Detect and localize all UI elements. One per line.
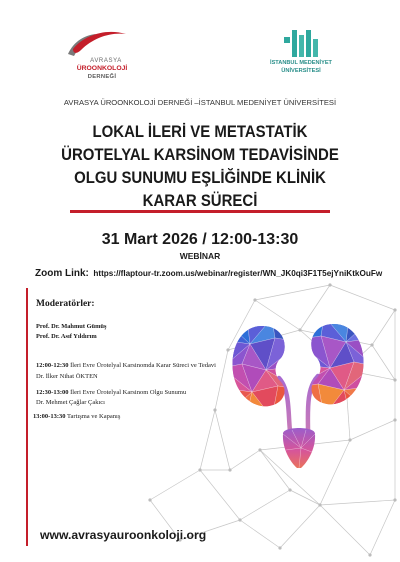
- network-line: [240, 490, 290, 520]
- association-logo: [60, 22, 144, 84]
- program-accent-bar: [26, 288, 28, 546]
- emblem-column-3: [306, 30, 311, 57]
- association-name-line-2: ÜROONKOLOJİ: [76, 65, 128, 72]
- session-speaker: Dr. İlker Nihat ÖKTEN: [36, 373, 98, 380]
- session-time: 12:30-13:00: [36, 389, 69, 396]
- moderator-name: Prof. Dr. Mahmut Gümüş: [36, 323, 107, 330]
- zoom-link-label: Zoom Link:: [35, 268, 89, 279]
- session-title: Tartışma ve Kapanış: [67, 413, 121, 420]
- network-line: [370, 500, 395, 555]
- kidney-facet: [344, 390, 374, 416]
- event-title-line: KARAR SÜRECİ: [142, 191, 258, 210]
- network-line: [240, 520, 280, 548]
- zoom-link-row: [35, 266, 395, 280]
- network-node: [148, 498, 151, 501]
- session-title: İleri Evre Ürotelyal Karsinom Olgu Sunumu: [70, 389, 187, 396]
- network-node: [288, 488, 291, 491]
- session-title: İleri Evre Ürotelyal Karsinomda Karar Süreci ve Tedavi: [70, 362, 216, 369]
- kidney-facet: [222, 388, 252, 418]
- moderators-heading: Moderatörler:: [36, 299, 95, 309]
- network-line: [290, 490, 320, 505]
- swoosh-red: [73, 32, 126, 53]
- network-node: [318, 503, 321, 506]
- website-link[interactable]: www.avrasyauroonkoloji.org: [40, 528, 207, 542]
- network-node: [393, 498, 396, 501]
- network-line: [255, 285, 330, 300]
- kidney-facet: [222, 392, 252, 418]
- right-kidney: [294, 318, 374, 416]
- network-node: [253, 298, 256, 301]
- network-node: [393, 378, 396, 381]
- ureters: [279, 376, 318, 431]
- network-node: [328, 283, 331, 286]
- zoom-link-url[interactable]: https://flaptour-tr.zoom.us/webinar/register/WN_JK0qi3F1T5ejYniKtkOuFw: [93, 269, 383, 278]
- organizers-line: AVRASYA ÜROONKOLOJİ DERNEĞİ –İSTANBUL MEDENİYET ÜNİVERSİTESİ: [63, 98, 337, 107]
- network-line: [320, 505, 370, 555]
- network-line: [330, 285, 395, 310]
- network-node: [198, 468, 201, 471]
- association-name-line-1: AVRASYA: [90, 58, 122, 64]
- event-title: [0, 120, 400, 212]
- session-time: 12:00-12:30: [36, 362, 69, 369]
- university-name-line-1: İSTANBUL MEDENİYET: [270, 60, 332, 66]
- network-line: [280, 505, 320, 548]
- session-time: 13:00-13:30: [33, 413, 66, 420]
- association-swoosh-icon: [66, 28, 128, 58]
- session-1: [36, 362, 216, 370]
- event-title-line: OLGU SUNUMU EŞLİĞİNDE KLİNİK: [74, 168, 326, 187]
- network-node: [368, 553, 371, 556]
- network-node: [278, 546, 281, 549]
- kidney-facet: [222, 318, 250, 344]
- kidney-facet: [344, 386, 374, 416]
- emblem-square: [284, 37, 290, 43]
- session-2: [36, 389, 186, 397]
- session-3: [33, 413, 120, 421]
- university-logo: [256, 28, 346, 80]
- network-node: [238, 518, 241, 521]
- network-node: [393, 308, 396, 311]
- university-emblem-icon: [284, 30, 318, 58]
- emblem-column-2: [299, 35, 304, 57]
- emblem-column-1: [292, 30, 297, 57]
- session-speaker: Dr. Mehmet Çağlar Çakıcı: [36, 399, 105, 406]
- bladder: [277, 423, 322, 473]
- moderator-name: Prof. Dr. Asıf Yıldırım: [36, 333, 97, 340]
- emblem-column-4: [313, 39, 318, 57]
- network-node: [213, 408, 216, 411]
- event-date-time: 31 Mart 2026 / 12:00-13:30: [101, 231, 299, 248]
- event-title-line: LOKAL İLERİ VE METASTATİK: [92, 122, 308, 141]
- kidney-illustration: [222, 318, 382, 478]
- title-divider: [70, 210, 330, 213]
- event-title-line: ÜROTELYAL KARSİNOM TEDAVİSİNDE: [61, 145, 339, 164]
- network-line: [150, 470, 200, 500]
- event-format: WEBİNAR: [179, 251, 221, 261]
- network-node: [393, 418, 396, 421]
- association-name-line-3: DERNEĞİ: [87, 74, 117, 80]
- university-name-line-2: ÜNİVERSİTESİ: [281, 68, 321, 74]
- network-line: [200, 410, 215, 470]
- network-line: [320, 500, 395, 505]
- right-kidney-mirror: [294, 318, 374, 416]
